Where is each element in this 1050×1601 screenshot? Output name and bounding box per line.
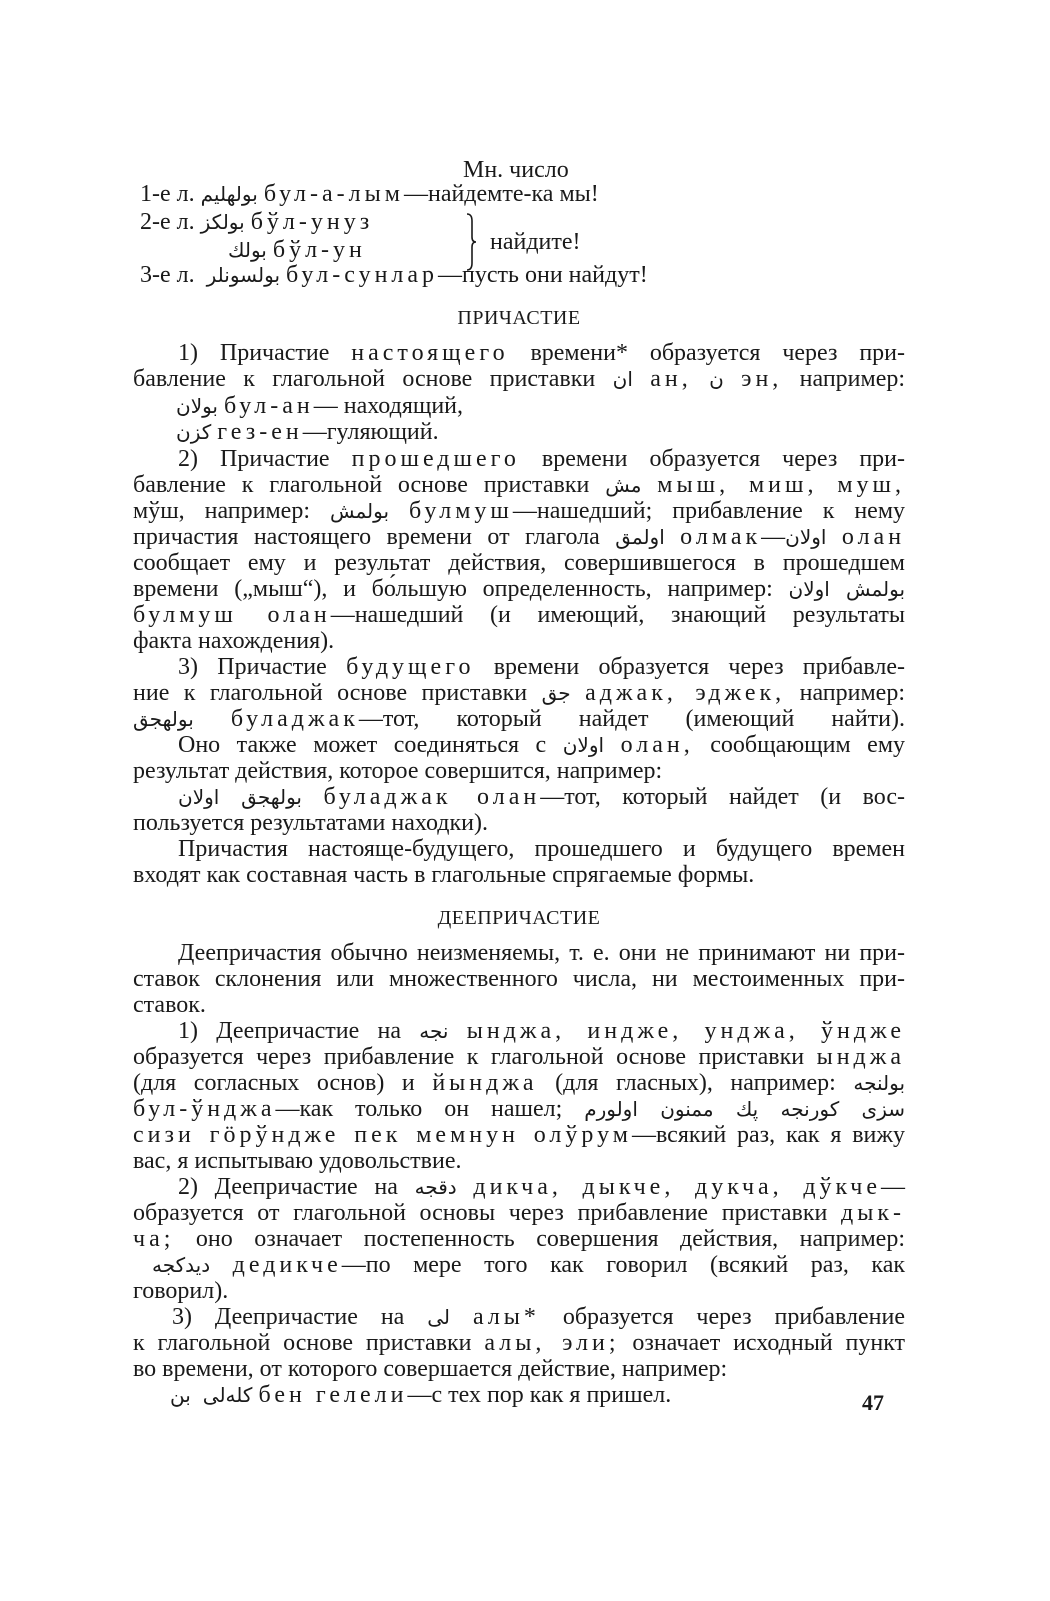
- conj-row-2: 2-е л. بولکز бўл-унуз: [140, 209, 374, 235]
- section-title-participle: ПРИЧАСТИЕ: [457, 307, 581, 329]
- g1-line-3: (для согласных основ) и йынджа (для гласных), например: بولنجه: [133, 1070, 906, 1096]
- g0-line-3: ставок.: [133, 992, 206, 1018]
- p1-example-2: کزن гез-ен—гуляющий.: [176, 419, 439, 445]
- g3-line-1: 3) Деепричастие на لی алы* образуется через прибавление: [172, 1304, 906, 1330]
- p1-line-1: 1) Причастие настоящего времени* образуется через при-: [178, 340, 906, 366]
- p3-line-7: пользуется результатами находки).: [133, 810, 488, 836]
- g3-line-2: к глагольной основе приставки алы, эли; означает исходный пункт: [133, 1330, 906, 1356]
- p2-line-1: 2) Причастие прошедшего времени образуется через при-: [178, 446, 906, 472]
- plural-heading: Мн. число: [463, 157, 569, 183]
- conj-row-1: 1-е л. بولهلیم бул-а-лым—найдемте-ка мы!: [140, 181, 599, 207]
- g3-line-4: کله‌لی بن бен гелели—с тех пор как я пришел.: [170, 1382, 672, 1408]
- section-title-gerund: ДЕЕПРИЧАСТИЕ: [437, 907, 601, 929]
- p1-line-2: бавление к глагольной основе приставки ان ан, ن эн, например:: [133, 366, 906, 392]
- p2-line-7: булмуш олан—нашедший (и имеющий, знающий результаты: [133, 602, 905, 628]
- page-number: 47: [862, 1390, 884, 1415]
- p1-example-1: بولان бул-ан— находящий,: [176, 393, 464, 419]
- g0-line-1: Деепричастия обычно неизменяемы, т. е. они не принимают ни при-: [178, 940, 905, 966]
- g2-line-4: دیدکجه дедикче—по мере того как говорил (всякий раз, как: [152, 1252, 906, 1278]
- p2-line-3: мўш, например: بولمش булмуш—нашедший; прибавление к нему: [133, 498, 906, 524]
- g2-line-2: образуется от глагольной основы через прибавление приставки дык-: [133, 1200, 905, 1226]
- g1-line-5: сизи гӧрўндже пек мемнун олўрум—всякий раз, как я вижу: [133, 1122, 905, 1148]
- g1-line-2: образуется через прибавление к глагольной основе приставки ынджа: [133, 1044, 905, 1070]
- p4-line-1: Причастия настояще-будущего, прошедшего и будущего времен: [178, 836, 905, 862]
- conj-row-4: 3-е л. بولسونلر бул-сунлар—пусть они найдут!: [140, 262, 648, 288]
- p2-line-8: факта нахождения).: [133, 628, 335, 654]
- p2-line-6: времени („мыш“), и бо́льшую определенность, например: بولمش اولان: [133, 576, 906, 602]
- p2-line-4: причастия настоящего времени от глагола اولمق олмак—اولان олан: [133, 524, 906, 550]
- p2-line-5: сообщает ему и результат действия, совершившегося в прошедшем: [133, 550, 905, 576]
- p3-line-3: بولهجق буладжак—тот, который найдет (имеющий найти).: [133, 706, 906, 732]
- conj-row-3: بولك бўл-ун: [228, 237, 366, 263]
- p3-line-4: Оно также может соединяться с اولان олан, сообщающим ему: [178, 732, 906, 758]
- brace-text: найдите!: [490, 229, 581, 255]
- g2-line-5: говорил).: [133, 1278, 229, 1304]
- g1-line-1: 1) Деепричастие на نجه ынджа, индже, унджа, ўндже: [178, 1018, 906, 1044]
- g0-line-2: ставок склонения или множественного числа, ни местоименных при-: [133, 966, 905, 992]
- g3-line-3: во времени, от которого совершается действие, например:: [133, 1356, 728, 1382]
- p3-line-6: بولهجق اولان буладжак олан—тот, который найдет (и вос-: [178, 784, 906, 810]
- g1-line-4: бул-ўнджа—как только он нашел; سزی کورنجه پك ممنون اولورم: [133, 1096, 905, 1122]
- g1-line-6: вас, я испытываю удовольствие.: [133, 1148, 462, 1174]
- p2-line-2: бавление к глагольной основе приставки مش мыш, миш, муш,: [133, 472, 906, 498]
- p3-line-5: результат действия, которое совершится, например:: [133, 758, 663, 784]
- g2-line-1: 2) Деепричастие на دقجه дикча, дыкче, дукча, дўкче—: [178, 1174, 906, 1200]
- p3-line-1: 3) Причастие будущего времени образуется через прибавле-: [178, 654, 905, 680]
- p4-line-2: входят как составная часть в глагольные спрягаемые формы.: [133, 862, 755, 888]
- p3-line-2: ние к глагольной основе приставки جق аджак, эджек, например:: [133, 680, 905, 706]
- g2-line-3: ча; оно означает постепенность совершения действия, например:: [133, 1226, 905, 1252]
